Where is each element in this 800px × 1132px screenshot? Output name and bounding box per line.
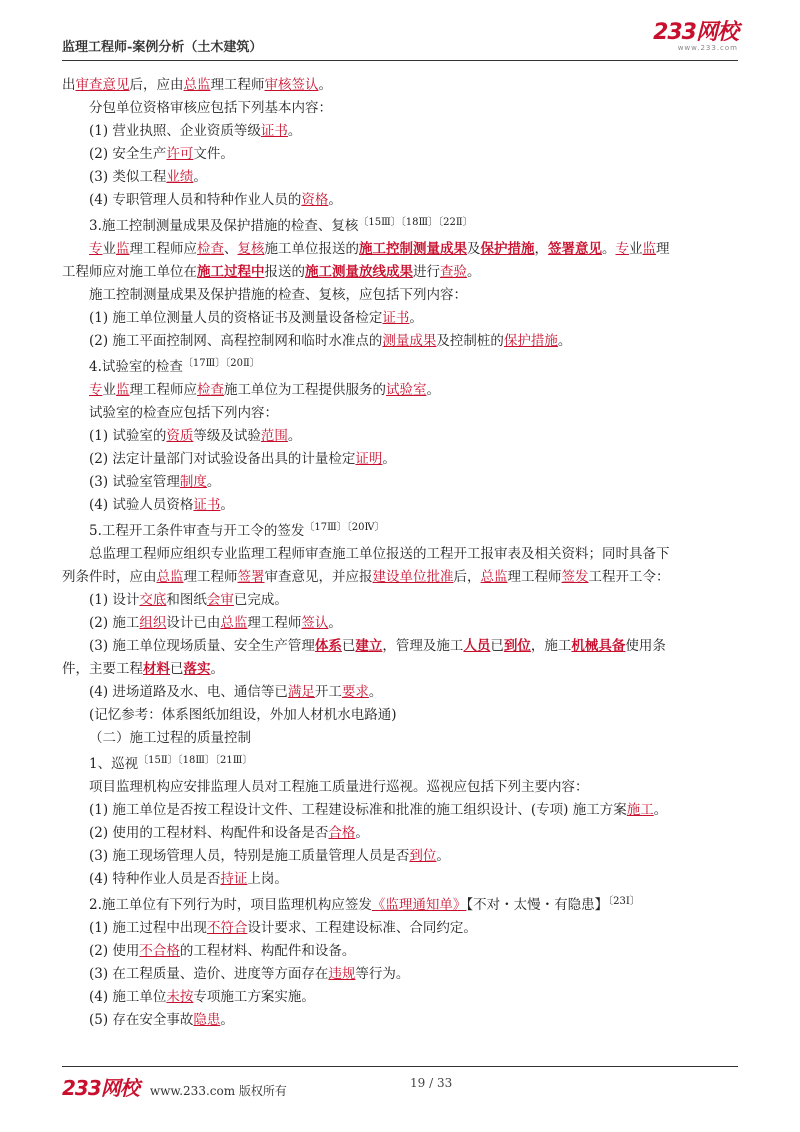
keyword-highlight: 检查: [197, 382, 224, 398]
text-run: 。: [220, 497, 234, 513]
text-run: 业: [102, 382, 116, 398]
keyword-highlight: 材料: [143, 661, 170, 677]
paragraph-line: [62, 238, 738, 261]
text-run: (3) 类似工程: [89, 169, 167, 185]
document-title: 监理工程师-案例分析（土木建筑）: [62, 40, 263, 55]
text-run: 及: [467, 241, 481, 257]
paragraph-line: [62, 658, 738, 681]
keyword-highlight: 满足: [287, 684, 315, 700]
page-header: [62, 22, 738, 60]
list-item: [62, 635, 738, 658]
paragraph-line: [62, 402, 738, 425]
list-item: [62, 307, 738, 330]
text-run: 。: [467, 264, 481, 280]
keyword-highlight: 专: [615, 241, 629, 257]
keyword-highlight: 查验: [440, 264, 467, 280]
list-item: [62, 704, 738, 727]
keyword-highlight: 复核: [237, 241, 265, 257]
text-run: (3) 试验室管理: [89, 474, 180, 490]
text-run: 出: [62, 77, 76, 93]
keyword-highlight: 证书: [382, 310, 410, 326]
text-run: 。: [206, 474, 221, 490]
paragraph-line: [62, 379, 738, 402]
keyword-highlight: 不符合: [206, 920, 248, 936]
keyword-highlight: 测量成果: [382, 333, 437, 349]
text-run: (1) 施工过程中出现: [89, 920, 207, 936]
text-run: 已完成。: [233, 592, 288, 608]
text-run: 使用条: [625, 638, 666, 654]
text-run: 的工程材料、构配件和设备。: [179, 943, 356, 959]
text-run: 理工程师: [183, 569, 238, 585]
keyword-highlight: 审查意见: [75, 77, 130, 93]
text-run: 。: [355, 825, 369, 841]
text-run: 。: [368, 684, 383, 700]
text-run: 理工程师应: [129, 241, 197, 257]
text-run: 试验室的检查应包括下列内容：: [89, 405, 278, 421]
text-run: 审查意见，并应报: [264, 569, 373, 585]
page-footer: [62, 1072, 738, 1102]
text-run: 开工: [314, 684, 342, 700]
list-item: [62, 120, 738, 143]
text-run: 后，应由: [129, 77, 184, 93]
section-heading: [62, 894, 738, 917]
text-run: 件，主要工程: [62, 661, 143, 677]
keyword-highlight: 到位: [503, 638, 531, 654]
exam-year-tag: 〔17Ⅲ〕〔20Ⅳ〕: [304, 522, 385, 533]
text-run: 理工程师: [210, 77, 265, 93]
text-run: (1) 试验室的: [89, 428, 167, 444]
list-item: [62, 799, 738, 822]
text-run: 进行: [413, 264, 440, 280]
keyword-highlight: 签认: [301, 615, 329, 631]
exam-year-tag: 〔23Ⅰ〕: [608, 896, 640, 907]
text-run: 。: [426, 382, 440, 398]
text-run: 。: [318, 77, 332, 93]
text-run: 上岗。: [247, 871, 288, 887]
text-run: 施工单位为工程提供服务的: [224, 382, 386, 398]
text-run: 总监理工程师应组织专业监理工程师审查施工单位报送的工程开工报审表及相关资料；同时具备下: [89, 546, 670, 562]
text-run: (2) 施工平面控制网、高程控制网和临时水准点的: [89, 333, 383, 349]
list-item: [62, 940, 738, 963]
text-run: 施工控制测量成果及保护措施的检查、复核，应包括下列内容：: [89, 287, 467, 303]
keyword-highlight: 资质: [166, 428, 194, 444]
keyword-highlight: 业绩: [166, 169, 194, 185]
keyword-highlight: 资格: [301, 192, 329, 208]
text-run: 1、巡视: [89, 756, 139, 772]
text-run: 专项施工方案实施。: [193, 989, 315, 1005]
list-item: [62, 471, 738, 494]
list-item: [62, 448, 738, 471]
paragraph-line: [62, 284, 738, 307]
logo-url: www.233.com: [677, 44, 738, 52]
paragraph-line: [62, 261, 738, 284]
keyword-highlight: 检查: [197, 241, 224, 257]
text-run: （二）施工过程的质量控制: [89, 730, 251, 746]
list-item: [62, 845, 738, 868]
text-run: (1) 营业执照、企业资质等级: [89, 123, 261, 139]
text-run: (5) 存在安全事故: [89, 1012, 194, 1028]
text-run: 文件。: [193, 146, 234, 162]
text-run: 理工程师: [507, 569, 562, 585]
list-item: [62, 330, 738, 353]
keyword-highlight: 持证: [220, 871, 248, 887]
text-run: (2) 使用: [89, 943, 140, 959]
text-run: (4) 施工单位: [89, 989, 167, 1005]
text-run: 。: [220, 1012, 234, 1028]
text-run: (3) 施工单位现场质量、安全生产管理: [89, 638, 315, 654]
keyword-highlight: 不合格: [139, 943, 180, 959]
keyword-highlight: 《监理通知单》: [371, 897, 467, 913]
text-run: 理工程师: [247, 615, 302, 631]
keyword-highlight: 证明: [355, 451, 383, 467]
keyword-highlight: 保护措施: [503, 333, 558, 349]
keyword-highlight: 体系: [314, 638, 342, 654]
keyword-highlight: 制度: [179, 474, 207, 490]
logo-mark: 233网校: [653, 20, 738, 45]
text-run: 等行为。: [355, 966, 410, 982]
keyword-highlight: 试验室: [386, 382, 427, 398]
keyword-highlight: 审核签认: [264, 77, 319, 93]
text-run: 【不对・太慢・有隐患】: [466, 897, 609, 913]
list-item: [62, 494, 738, 517]
text-run: ，管理及施工: [382, 638, 464, 654]
list-item: [62, 681, 738, 704]
text-run: 。: [328, 192, 342, 208]
keyword-highlight: 专: [89, 241, 103, 257]
keyword-highlight: 要求: [341, 684, 369, 700]
brand-logo: [653, 22, 738, 52]
keyword-highlight: 专: [89, 382, 103, 398]
section-heading: [62, 520, 738, 543]
footer-logo: 233网校: [62, 1076, 139, 1100]
text-run: 5.工程开工条件审查与开工令的签发: [89, 523, 305, 539]
list-item: [62, 143, 738, 166]
keyword-highlight: 签署意见: [548, 241, 602, 257]
text-run: 。: [653, 802, 668, 818]
text-run: 、: [224, 241, 238, 257]
text-run: (2) 使用的工程材料、构配件和设备是否: [89, 825, 329, 841]
text-run: 。: [436, 848, 450, 864]
keyword-highlight: 保护措施: [480, 241, 535, 257]
text-run: 已: [490, 638, 504, 654]
keyword-highlight: 总监: [220, 615, 248, 631]
keyword-highlight: 范围: [260, 428, 288, 444]
list-item: [62, 963, 738, 986]
list-item: [62, 166, 738, 189]
keyword-highlight: 签发: [561, 569, 589, 585]
text-run: 。: [557, 333, 572, 349]
keyword-highlight: 交底: [139, 592, 167, 608]
text-run: 设计要求、工程建设标准、合同约定。: [247, 920, 477, 936]
text-run: 已: [170, 661, 184, 677]
paragraph-line: [62, 566, 738, 589]
text-run: 设计已由: [166, 615, 221, 631]
text-run: 和图纸: [166, 592, 207, 608]
section-heading: [62, 356, 738, 379]
list-item: [62, 822, 738, 845]
text-run: 。: [210, 661, 224, 677]
text-run: 工程开工令：: [588, 569, 670, 585]
keyword-highlight: 落实: [183, 661, 211, 677]
keyword-highlight: 人员: [463, 638, 491, 654]
text-run: 业: [629, 241, 643, 257]
text-run: 施工单位报送的: [264, 241, 359, 257]
text-run: 项目监理机构应安排监理人员对工程施工质量进行巡视。巡视应包括下列主要内容：: [89, 779, 589, 795]
keyword-highlight: 许可: [166, 146, 194, 162]
list-item: [62, 986, 738, 1009]
text-run: (2) 施工: [89, 615, 140, 631]
keyword-highlight: 施工测量放线成果: [305, 264, 413, 280]
list-item: [62, 727, 738, 750]
list-item: [62, 1009, 738, 1032]
text-run: 。: [287, 428, 302, 444]
text-run: 。: [382, 451, 396, 467]
keyword-highlight: 到位: [409, 848, 437, 864]
exam-year-tag: 〔15Ⅱ〕〔18Ⅲ〕〔21Ⅲ〕: [138, 755, 253, 766]
text-run: (1) 施工单位测量人员的资格证书及测量设备检定: [89, 310, 383, 326]
paragraph-line: [62, 74, 738, 97]
text-run: ，施工: [530, 638, 572, 654]
keyword-highlight: 违规: [328, 966, 356, 982]
keyword-highlight: 合格: [328, 825, 356, 841]
text-run: (记忆参考：体系图纸加组设，外加人材机水电路通): [89, 707, 397, 723]
text-run: 。: [193, 169, 207, 185]
text-run: 及控制桩的: [436, 333, 504, 349]
list-item: [62, 425, 738, 448]
text-run: (4) 专职管理人员和特种作业人员的: [89, 192, 302, 208]
text-run: 分包单位资格审核应包括下列基本内容：: [89, 100, 332, 116]
text-run: (2) 安全生产: [89, 146, 167, 162]
text-run: (4) 特种作业人员是否: [89, 871, 221, 887]
list-item: [62, 589, 738, 612]
text-run: (4) 进场道路及水、电、通信等已: [89, 684, 288, 700]
document-body: [62, 74, 738, 1032]
keyword-highlight: 机械具备: [571, 638, 626, 654]
keyword-highlight: 组织: [139, 615, 167, 631]
text-run: (2) 法定计量部门对试验设备出具的计量检定: [89, 451, 356, 467]
keyword-highlight: 建立: [355, 638, 383, 654]
text-run: (1) 施工单位是否按工程设计文件、工程建设标准和批准的施工组织设计、(专项) 施工方案: [89, 802, 627, 818]
text-run: 2.施工单位有下列行为时，项目监理机构应签发: [89, 897, 372, 913]
text-run: ，: [534, 241, 548, 257]
header-divider: [62, 60, 738, 61]
keyword-highlight: 证书: [193, 497, 221, 513]
keyword-highlight: 未按: [166, 989, 194, 1005]
keyword-highlight: 总监: [183, 77, 211, 93]
list-item: [62, 917, 738, 940]
keyword-highlight: 监: [116, 241, 130, 257]
text-run: 理: [656, 241, 670, 257]
keyword-highlight: 施工: [626, 802, 654, 818]
keyword-highlight: 建设单位批准: [372, 569, 454, 585]
section-heading: [62, 215, 738, 238]
text-run: (3) 施工现场管理人员，特别是施工质量管理人员是否: [89, 848, 410, 864]
text-run: 。: [602, 241, 616, 257]
footer-divider: [62, 1066, 738, 1067]
list-item: [62, 612, 738, 635]
text-run: 列条件时，应由: [62, 569, 157, 585]
text-run: (3) 在工程质量、造价、进度等方面存在: [89, 966, 329, 982]
text-run: 。: [328, 615, 342, 631]
text-run: 。: [409, 310, 423, 326]
paragraph-line: [62, 776, 738, 799]
text-run: 等级及试验: [193, 428, 261, 444]
text-run: 工程师应对施工单位在: [62, 264, 197, 280]
text-run: 已: [341, 638, 356, 654]
keyword-highlight: 监: [642, 241, 656, 257]
keyword-highlight: 总监: [480, 569, 508, 585]
text-run: 。: [287, 123, 302, 139]
keyword-highlight: 证书: [260, 123, 288, 139]
keyword-highlight: 监: [116, 382, 130, 398]
page-number: 19 / 33: [410, 1076, 453, 1090]
keyword-highlight: 会审: [206, 592, 234, 608]
keyword-highlight: 施工过程中: [197, 264, 265, 280]
text-run: 报送的: [264, 264, 305, 280]
text-run: 3.施工控制测量成果及保护措施的检查、复核: [89, 218, 359, 234]
footer-copyright: www.233.com 版权所有: [149, 1084, 287, 1098]
section-heading: [62, 753, 738, 776]
keyword-highlight: 隐患: [193, 1012, 221, 1028]
text-run: 后，: [453, 569, 481, 585]
list-item: [62, 189, 738, 212]
list-item: [62, 868, 738, 891]
text-run: 业: [102, 241, 116, 257]
paragraph-line: [62, 97, 738, 120]
paragraph-line: [62, 543, 738, 566]
text-run: (4) 试验人员资格: [89, 497, 194, 513]
keyword-highlight: 签署: [237, 569, 265, 585]
text-run: 理工程师应: [129, 382, 197, 398]
text-run: (1) 设计: [89, 592, 140, 608]
exam-year-tag: 〔15Ⅲ〕〔18Ⅲ〕〔22Ⅱ〕: [358, 217, 473, 228]
exam-year-tag: 〔17Ⅲ〕〔20Ⅱ〕: [182, 358, 260, 369]
text-run: 4.试验室的检查: [89, 359, 183, 375]
keyword-highlight: 总监: [156, 569, 184, 585]
keyword-highlight: 施工控制测量成果: [359, 241, 467, 257]
